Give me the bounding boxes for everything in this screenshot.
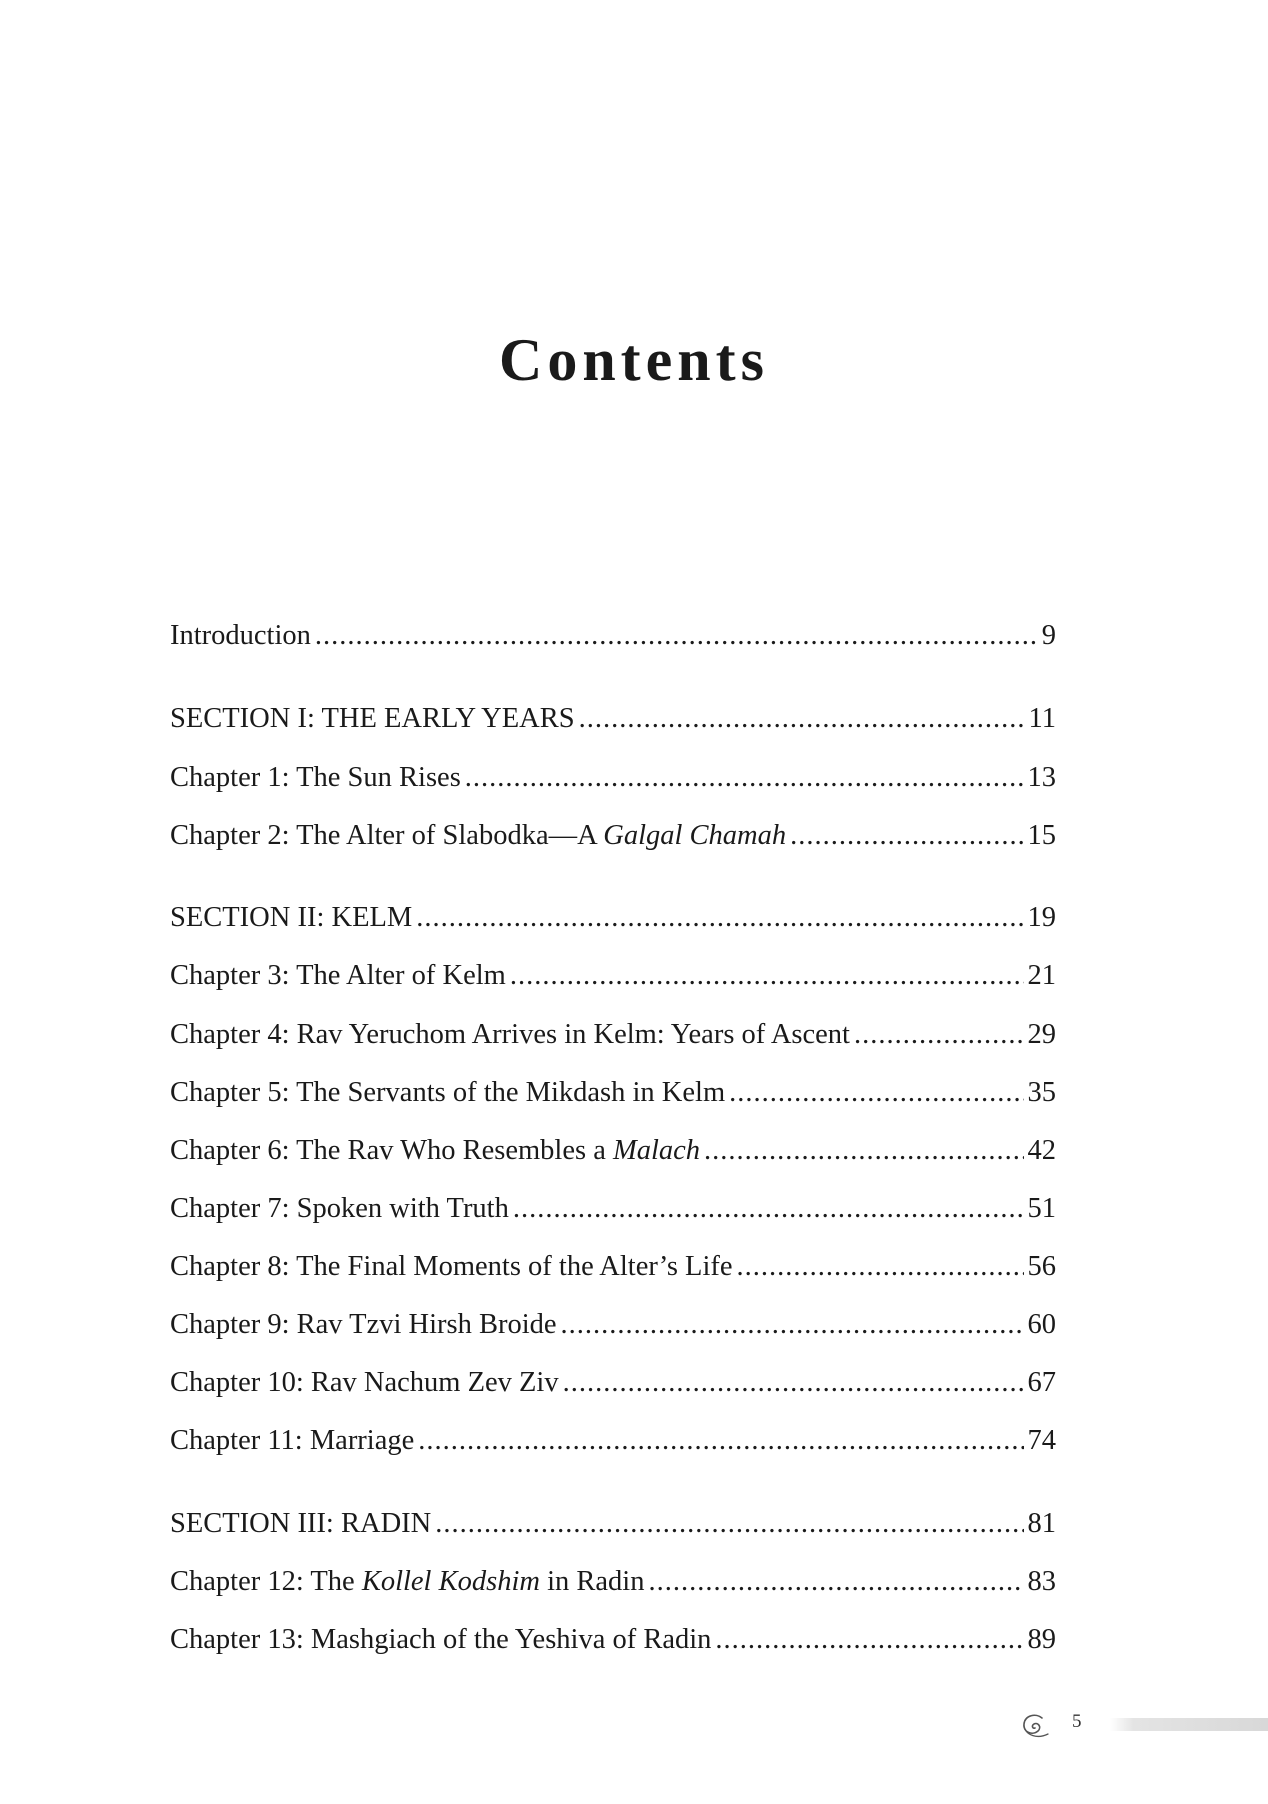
toc-entry-page: 29 — [1027, 1019, 1056, 1050]
toc-entry-page: 67 — [1027, 1367, 1056, 1398]
dot-leader — [465, 760, 1024, 796]
toc-entry-page: 35 — [1027, 1077, 1056, 1108]
toc-entry-label: Chapter 13: Mashgiach of the Yeshiva of Radin — [170, 1624, 712, 1655]
toc-entry-chapter-2[interactable] — [170, 818, 1056, 854]
dot-leader — [315, 618, 1038, 654]
toc-entry-label: SECTION I: THE EARLY YEARS — [170, 703, 575, 734]
dot-leader — [729, 1075, 1023, 1111]
dot-leader — [416, 900, 1023, 936]
toc-entry-page: 11 — [1028, 703, 1056, 734]
toc-entry-label — [170, 1564, 644, 1600]
toc-entry-label: Chapter 9: Rav Tzvi Hirsh Broide — [170, 1309, 557, 1340]
toc-entry-page: 83 — [1027, 1566, 1056, 1597]
toc-entry-page: 81 — [1027, 1508, 1056, 1539]
toc-entry-chapter-8[interactable] — [170, 1249, 1056, 1285]
toc-entry-chapter-13[interactable] — [170, 1622, 1056, 1658]
dot-leader — [854, 1017, 1024, 1053]
toc-entry-chapter-7[interactable] — [170, 1191, 1056, 1227]
dot-leader — [510, 958, 1024, 994]
toc-entry-label-italic: Kollel Kodshim — [361, 1566, 540, 1597]
toc-entry-section-3[interactable] — [170, 1506, 1056, 1542]
page-footer — [1020, 1710, 1268, 1740]
toc-entry-label: Chapter 5: The Servants of the Mikdash in Kelm — [170, 1077, 726, 1108]
toc-entry-chapter-12[interactable] — [170, 1564, 1056, 1600]
toc-entry-label: Chapter 8: The Final Moments of the Alter’s Life — [170, 1251, 733, 1282]
toc-entry-label — [170, 818, 786, 854]
toc-entry-chapter-11[interactable] — [170, 1423, 1056, 1459]
dot-leader — [715, 1622, 1023, 1658]
toc-entry-page: 19 — [1027, 902, 1056, 933]
toc-entry-label-text: Chapter 12: The — [170, 1566, 362, 1597]
toc-entry-label-text: in Radin — [539, 1566, 645, 1597]
toc-entry-label: Chapter 4: Rav Yeruchom Arrives in Kelm: Years of Ascent — [170, 1019, 850, 1050]
toc-entry-label-text: Chapter 6: The Rav Who Resembles a — [170, 1135, 613, 1166]
toc-entry-label-text: Chapter 2: The Alter of Slabodka—A — [170, 820, 604, 851]
toc-entry-label: Chapter 10: Rav Nachum Zev Ziv — [170, 1367, 559, 1398]
toc-entry-label: Chapter 3: The Alter of Kelm — [170, 960, 506, 991]
dot-leader — [563, 1365, 1024, 1401]
toc-entry-page: 56 — [1027, 1251, 1056, 1282]
toc-entry-label: SECTION II: KELM — [170, 902, 413, 933]
toc-entry-page: 60 — [1027, 1309, 1056, 1340]
dot-leader — [648, 1564, 1023, 1600]
dot-leader — [561, 1307, 1024, 1343]
toc-entry-page: 9 — [1041, 620, 1056, 651]
dot-leader — [704, 1133, 1023, 1169]
toc-entry-page: 42 — [1027, 1135, 1056, 1166]
toc-entry-page: 74 — [1027, 1425, 1056, 1456]
toc-entry-section-2[interactable] — [170, 900, 1056, 936]
toc-entry-page: 21 — [1027, 960, 1056, 991]
toc-entry-section-1[interactable] — [170, 701, 1056, 737]
dot-leader — [790, 818, 1023, 854]
toc-entry-page: 51 — [1027, 1193, 1056, 1224]
footer-bar — [1110, 1718, 1268, 1731]
toc-entry-label-italic: Malach — [612, 1135, 701, 1166]
dot-leader — [579, 701, 1025, 737]
toc-entry-chapter-10[interactable] — [170, 1365, 1056, 1401]
dot-leader — [513, 1191, 1024, 1227]
toc-entry-page: 89 — [1027, 1624, 1056, 1655]
toc-entry-page: 15 — [1027, 820, 1056, 851]
toc-entry-label: Chapter 7: Spoken with Truth — [170, 1193, 509, 1224]
toc-entry-label: Chapter 11: Marriage — [170, 1425, 415, 1456]
toc-entry-label — [170, 1133, 700, 1169]
toc-entry-introduction[interactable] — [170, 618, 1056, 654]
toc-entry-label: Introduction — [170, 620, 311, 651]
toc-entry-chapter-5[interactable] — [170, 1075, 1056, 1111]
page-number: 5 — [1072, 1711, 1082, 1732]
toc-entry-chapter-4[interactable] — [170, 1017, 1056, 1053]
toc-entry-label-italic: Galgal Chamah — [603, 820, 787, 851]
toc-entry-chapter-6[interactable] — [170, 1133, 1056, 1169]
page-title: Contents — [498, 327, 769, 393]
toc-entry-chapter-9[interactable] — [170, 1307, 1056, 1343]
dot-leader — [418, 1423, 1023, 1459]
dot-leader — [435, 1506, 1023, 1542]
toc-entry-label: Chapter 1: The Sun Rises — [170, 762, 461, 793]
toc-entry-chapter-3[interactable] — [170, 958, 1056, 994]
dot-leader — [737, 1249, 1024, 1285]
swirl-ornament-icon — [1020, 1712, 1050, 1740]
toc-entry-chapter-1[interactable] — [170, 760, 1056, 796]
toc-entry-label: SECTION III: RADIN — [170, 1508, 432, 1539]
toc-entry-page: 13 — [1027, 762, 1056, 793]
